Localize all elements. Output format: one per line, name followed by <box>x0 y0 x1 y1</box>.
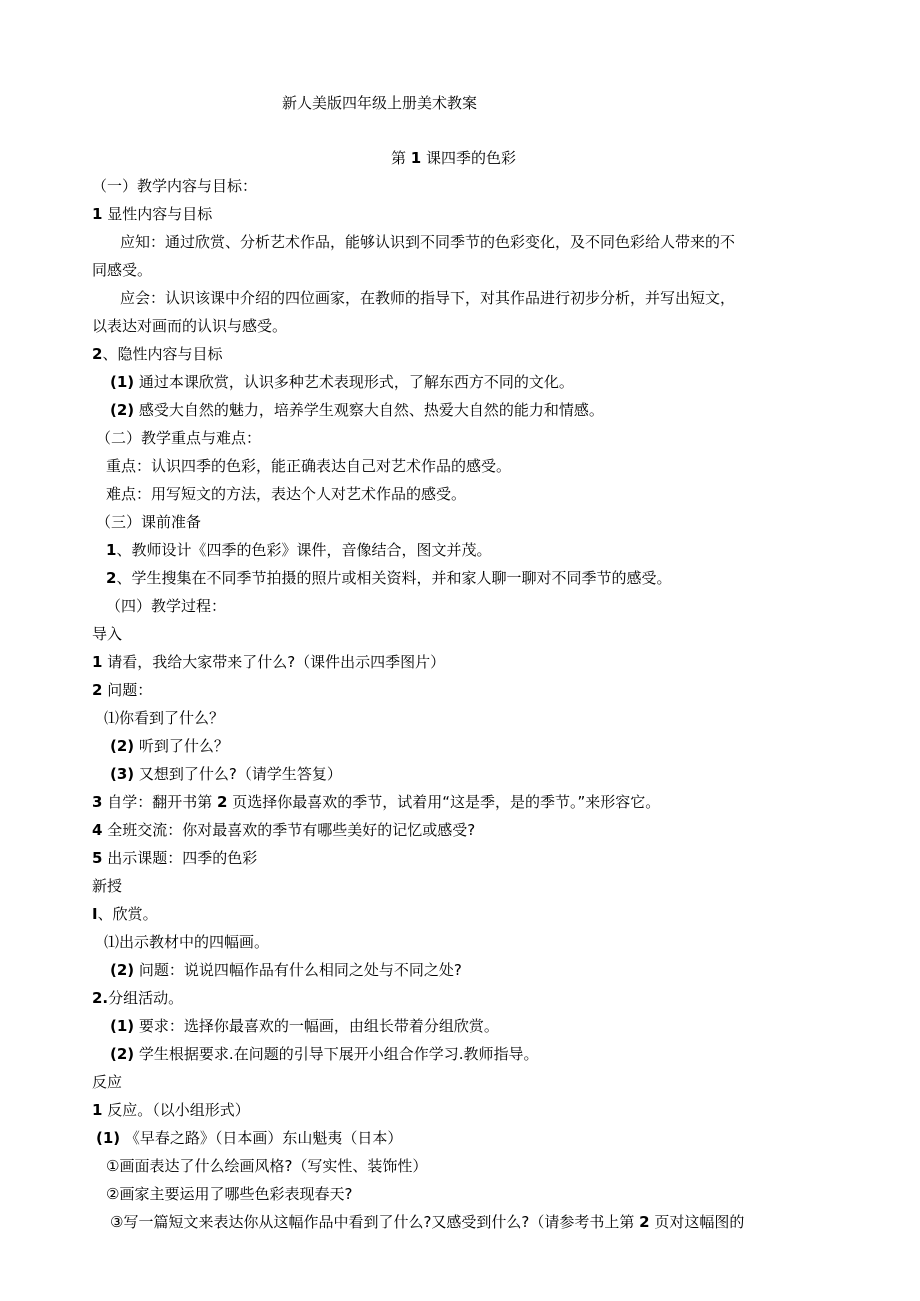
item-text: 反应。（以小组形式） <box>102 1101 250 1119</box>
sub-item: ⑴出示教材中的四幅画。 <box>104 933 270 951</box>
item-text: 、欣赏。 <box>97 905 158 923</box>
item-number: (1) <box>110 373 135 391</box>
item-number: (1) <box>96 1129 121 1147</box>
list-item <box>106 568 671 588</box>
key-point-text: 重点：认识四季的色彩，能正确表达自己对艺术作品的感受。 <box>106 457 512 475</box>
item-text: 《早春之路》（日本画）东山魁夷（日本） <box>120 1129 403 1147</box>
item-text: 听到了什么？ <box>134 737 229 755</box>
list-item <box>92 904 158 924</box>
item-number: 2. <box>92 989 109 1007</box>
item-text: 全班交流：你对最喜欢的季节有哪些美好的记忆或感受? <box>102 821 476 839</box>
subheading-1-2 <box>92 344 222 364</box>
sub-item <box>110 1044 538 1064</box>
lesson-title <box>391 148 516 168</box>
lesson-title-prefix: 第 <box>391 149 411 167</box>
sub-item: ⑴你看到了什么？ <box>104 709 225 727</box>
item-text: 自学：翻开书第 <box>102 793 217 811</box>
item-number: I <box>92 905 98 923</box>
list-item <box>92 792 660 812</box>
subheading-number: 1 <box>92 205 103 223</box>
item-text: 问题：说说四幅作品有什么相同之处与不同之处? <box>134 961 462 979</box>
item-text: ③写一篇短文来表达你从这幅作品中看到了什么?又感受到什么?（请参考书上第 <box>110 1213 640 1231</box>
item-text: 、学生搜集在不同季节拍摄的照片或相关资料，并和家人聊一聊对不同季节的感受。 <box>116 569 672 587</box>
item-number: 4 <box>92 821 103 839</box>
item-number: 1 <box>92 1101 103 1119</box>
item-number: 2 <box>106 569 117 587</box>
subheading-number: 2 <box>92 345 103 363</box>
item-text: 又想到了什么?（请学生答复） <box>134 765 342 783</box>
list-item <box>92 680 152 700</box>
sub-item <box>110 960 462 980</box>
stage-heading-xinshou: 新授 <box>92 877 123 895</box>
subheading-1-1 <box>92 204 212 224</box>
lesson-number: 1 <box>410 149 422 167</box>
item-text: 页对这幅图的 <box>649 1213 745 1231</box>
paragraph-yinghui-line1: 应会：认识该课中介绍的四位画家，在教师的指导下，对其作品进行初步分析，并写出短文， <box>120 289 736 307</box>
item-text: 要求：选择你最喜欢的一幅画，由组长带着分组欣赏。 <box>134 1017 499 1035</box>
item-number: (1) <box>110 1017 135 1035</box>
page-number: 2 <box>639 1213 650 1231</box>
list-item <box>92 820 475 840</box>
page-number: 2 <box>216 793 228 811</box>
item-text: 通过本课欣赏，认识多种艺术表现形式，了解东西方不同的文化。 <box>134 373 574 391</box>
item-number: (3) <box>110 765 135 783</box>
item-number: 5 <box>92 849 103 867</box>
paragraph-yingzhi-line1: 应知：通过欣赏、分析艺术作品，能够认识到不同季节的色彩变化，及不同色彩给人带来的不 <box>120 233 736 251</box>
list-item <box>92 1100 250 1120</box>
item-number: 2 <box>92 681 103 699</box>
list-item <box>110 400 604 420</box>
item-number: 3 <box>92 793 103 811</box>
stage-heading-daoru: 导入 <box>92 625 123 643</box>
list-item <box>92 848 257 868</box>
difficulty-text: 难点：用写短文的方法，表达个人对艺术作品的感受。 <box>106 485 467 503</box>
item-text: 问题： <box>102 681 153 699</box>
list-item <box>110 372 574 392</box>
item-text: 页选择你最喜欢的季节，试着用“这是季，是的季节。”来形容它。 <box>227 793 661 811</box>
document-title: 新人美版四年级上册美术教案 <box>282 94 478 112</box>
item-text: 出示课题：四季的色彩 <box>102 849 258 867</box>
stage-heading-fanying: 反应 <box>92 1073 123 1091</box>
lesson-title-suffix: 课四季的色彩 <box>421 149 516 167</box>
sub-item <box>96 1128 402 1148</box>
item-number: (2) <box>110 1045 135 1063</box>
section-heading-2: （二）教学重点与难点： <box>96 429 262 447</box>
sub-sub-item: ①画面表达了什么绘画风格?（写实性、装饰性） <box>106 1157 428 1175</box>
sub-item <box>110 1016 499 1036</box>
section-heading-1: （一）教学内容与目标： <box>92 177 258 195</box>
item-number: (2) <box>110 737 135 755</box>
item-number: 1 <box>106 541 117 559</box>
item-text: 请看，我给大家带来了什么?（课件出示四季图片） <box>102 653 446 671</box>
sub-sub-item <box>110 1212 744 1232</box>
item-text: 感受大自然的魅力，培养学生观察大自然、热爱大自然的能力和情感。 <box>134 401 604 419</box>
item-number: (2) <box>110 961 135 979</box>
list-item <box>92 988 183 1008</box>
item-number: (2) <box>110 401 135 419</box>
item-text: 、教师设计《四季的色彩》课件，音像结合，图文并茂。 <box>116 541 492 559</box>
list-item <box>92 652 445 672</box>
item-text: 学生根据要求.在问题的引导下展开小组合作学习.教师指导。 <box>134 1045 539 1063</box>
sub-sub-item: ②画家主要运用了哪些色彩表现春天? <box>106 1185 353 1203</box>
item-number: 1 <box>92 653 103 671</box>
sub-item <box>110 736 229 756</box>
paragraph-yingzhi-line2: 同感受。 <box>92 261 153 279</box>
section-heading-3: （三）课前准备 <box>96 513 202 531</box>
item-text: 分组活动。 <box>108 989 184 1007</box>
list-item <box>106 540 491 560</box>
section-heading-4: （四）教学过程： <box>106 597 227 615</box>
sub-item <box>110 764 342 784</box>
subheading-text: 、隐性内容与目标 <box>102 345 223 363</box>
paragraph-yinghui-line2: 以表达对画而的认识与感受。 <box>92 317 288 335</box>
subheading-text: 显性内容与目标 <box>102 205 213 223</box>
